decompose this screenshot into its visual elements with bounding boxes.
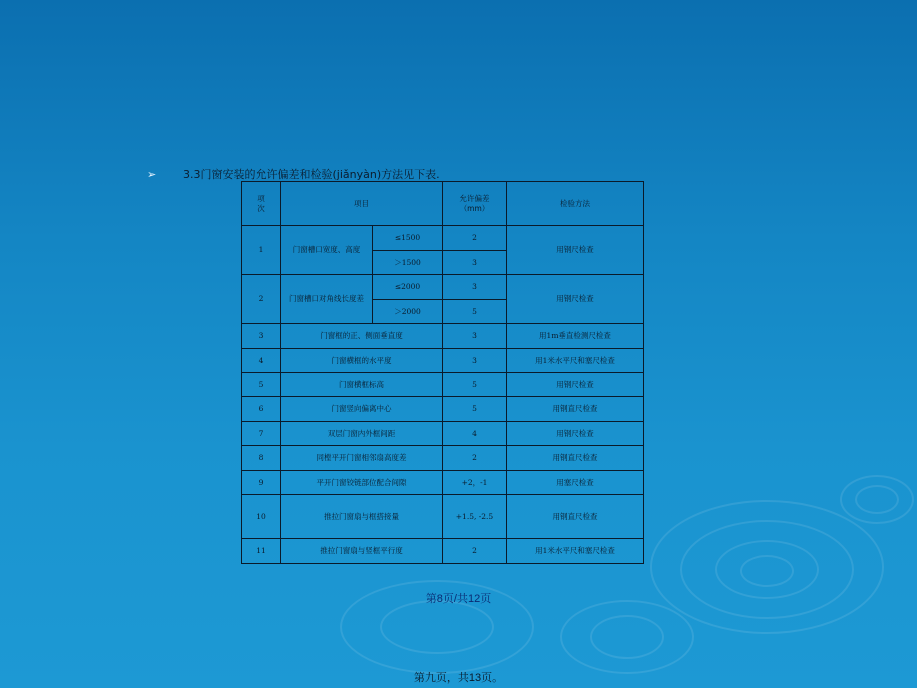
row-method: 用1m垂直检测尺检查 (507, 324, 644, 349)
row-index: 9 (242, 471, 281, 495)
row-index: 6 (242, 397, 281, 422)
table-row (242, 397, 644, 422)
header-item: 项目 (281, 182, 443, 226)
row-item: 推拉门窗扇与框搭接量 (281, 495, 443, 539)
row-tolerance: 5 (443, 397, 507, 422)
row-index: 3 (242, 324, 281, 349)
row-tolerance: 3 (443, 251, 507, 275)
row-method: 用钢尺检查 (507, 275, 644, 324)
row-tolerance: 4 (443, 422, 507, 446)
page-indicator: 第8页/共12页 (425, 593, 492, 605)
row-tolerance: +2，-1 (443, 471, 507, 495)
row-item: 门窗竖向偏离中心 (281, 397, 443, 422)
row-index: 7 (242, 422, 281, 446)
row-tolerance: 3 (443, 275, 507, 300)
row-method: 用钢直尺检查 (507, 446, 644, 471)
header-index: 项 次 (242, 182, 281, 226)
row-item: 推拉门窗扇与竖框平行度 (281, 539, 443, 564)
row-index: 4 (242, 349, 281, 373)
row-method: 用钢直尺检查 (507, 397, 644, 422)
row-tolerance: 5 (443, 373, 507, 397)
table-row (242, 471, 644, 495)
row-item: 平开门窗铰链部位配合间隙 (281, 471, 443, 495)
row-item: 门窗槽口宽度、高度 (281, 226, 373, 275)
row-index: 2 (242, 275, 281, 324)
row-item: 门窗槽口对角线长度差 (281, 275, 373, 324)
row-index: 5 (242, 373, 281, 397)
table-row (242, 446, 644, 471)
row-method: 用钢尺检查 (507, 373, 644, 397)
row-item: 门窗横框标高 (281, 373, 443, 397)
row-method: 用钢尺检查 (507, 422, 644, 446)
row-tolerance: 2 (443, 446, 507, 471)
table-row (242, 275, 644, 300)
table-row (242, 226, 644, 251)
row-item: 同樘平开门窗相邻扇高度差 (281, 446, 443, 471)
tolerance-table (241, 181, 644, 564)
row-tolerance: 2 (443, 226, 507, 251)
row-tolerance: 3 (443, 349, 507, 373)
header-method: 检验方法 (507, 182, 644, 226)
row-item: 门窗横框的水平度 (281, 349, 443, 373)
row-condition: ≤1500 (373, 226, 443, 251)
header-tolerance: 允许偏差 （mm） (443, 182, 507, 226)
table-row (242, 495, 644, 539)
row-method: 用钢直尺检查 (507, 495, 644, 539)
row-item: 双层门窗内外框间距 (281, 422, 443, 446)
row-tolerance: +1.5, -2.5 (443, 495, 507, 539)
footer-page-count: 第九页，共13页。 (413, 672, 504, 684)
row-condition: ≤2000 (373, 275, 443, 300)
row-method: 用钢尺检查 (507, 226, 644, 275)
row-method: 用1米水平尺和塞尺检查 (507, 349, 644, 373)
row-condition: ＞1500 (373, 251, 443, 275)
row-condition: ＞2000 (373, 300, 443, 324)
row-item: 门窗框的正、侧面垂直度 (281, 324, 443, 349)
row-index: 8 (242, 446, 281, 471)
table-row (242, 422, 644, 446)
row-method: 用塞尺检查 (507, 471, 644, 495)
row-index: 11 (242, 539, 281, 564)
row-tolerance: 3 (443, 324, 507, 349)
row-method: 用1米水平尺和塞尺检查 (507, 539, 644, 564)
row-tolerance: 2 (443, 539, 507, 564)
row-tolerance: 5 (443, 300, 507, 324)
table-header-row (242, 182, 644, 226)
row-index: 1 (242, 226, 281, 275)
table-row (242, 324, 644, 349)
section-heading: 3.3门窗安装的允许偏差和检验(jiǎnyàn)方法见下表. (183, 168, 440, 181)
bullet-arrow-icon: ➢ (147, 168, 157, 181)
row-index: 10 (242, 495, 281, 539)
table-row (242, 539, 644, 564)
table-row (242, 349, 644, 373)
table-row (242, 373, 644, 397)
